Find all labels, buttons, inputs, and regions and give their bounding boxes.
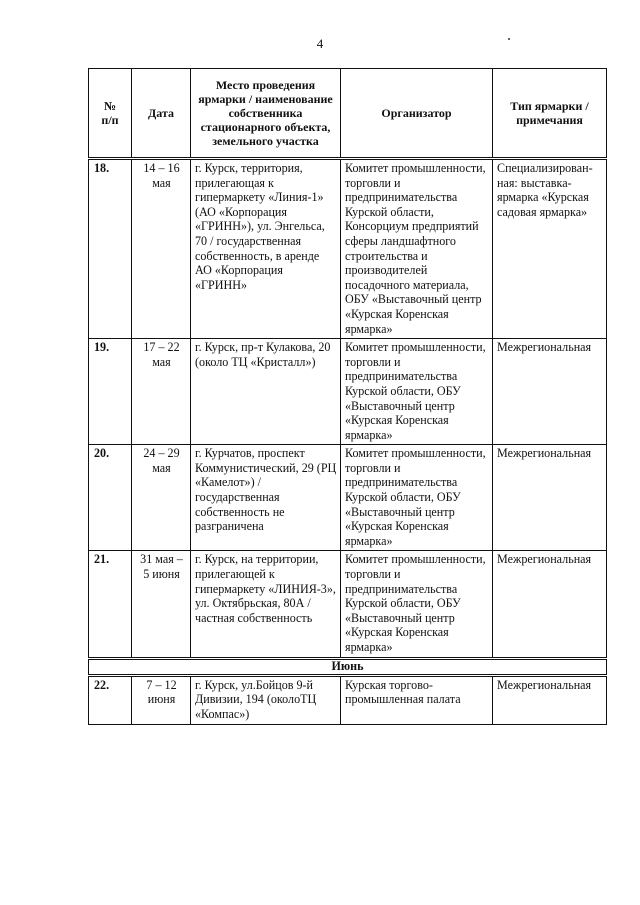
row-place: г. Курск, ул.Бойцов 9-й Дивизии, 194 (околоТЦ «Компас») (191, 675, 341, 724)
table-row (89, 551, 607, 658)
table-header-row (89, 69, 607, 159)
header-date: Дата (132, 69, 191, 159)
header-type: Тип ярмарки / примечания (493, 69, 607, 159)
row-place: г. Курск, пр-т Кулакова, 20 (около ТЦ «Кристалл») (191, 339, 341, 445)
row-date: 7 – 12 июня (132, 675, 191, 724)
row-number: 19. (89, 339, 132, 445)
page-number: 4 (316, 36, 324, 51)
row-number: 20. (89, 445, 132, 551)
row-date: 24 – 29 мая (132, 445, 191, 551)
header-organizer: Организатор (341, 69, 493, 159)
row-type: Межрегиональная (493, 675, 607, 724)
stray-dot-mark (508, 38, 510, 40)
row-organizer: Курская торгово-промышленная палата (341, 675, 493, 724)
table-row (89, 339, 607, 445)
fair-schedule-table (88, 68, 607, 725)
row-number: 18. (89, 159, 132, 339)
row-type: Межрегиональная (493, 551, 607, 658)
row-organizer: Комитет промышленности, торговли и предпринимательства Курской области, Консорциум предприятий сферы ландшафтного строительства и производителей посадочного материала, ОБУ «Выставочный центр «Курская Коренская ярмарка» (341, 159, 493, 339)
row-type: Специализирован-ная: выставка-ярмарка «Курская садовая ярмарка» (493, 159, 607, 339)
row-date: 17 – 22 мая (132, 339, 191, 445)
row-place: г. Курск, территория, прилегающая к гипермаркету «Линия-1» (АО «Корпорация «ГРИНН»), ул. Энгельса, 70 / государственная собственность, в аренде АО «Корпорация «ГРИНН» (191, 159, 341, 339)
row-number: 22. (89, 675, 132, 724)
row-place: г. Курск, на территории, прилегающей к гипермаркету «ЛИНИЯ-3», ул. Октябрьская, 80А / частная собственность (191, 551, 341, 658)
row-date: 31 мая – 5 июня (132, 551, 191, 658)
table-row (89, 159, 607, 339)
row-organizer: Комитет промышленности, торговли и предпринимательства Курской области, ОБУ «Выставочный центр «Курская Коренская ярмарка» (341, 339, 493, 445)
month-section-label: Июнь (89, 658, 607, 675)
row-date: 14 – 16 мая (132, 159, 191, 339)
header-number (89, 69, 132, 159)
row-type: Межрегиональная (493, 445, 607, 551)
row-type: Межрегиональная (493, 339, 607, 445)
month-section-row (89, 658, 607, 675)
table-row (89, 445, 607, 551)
header-number-label: № п/п (101, 99, 119, 127)
table-row (89, 675, 607, 724)
row-organizer: Комитет промышленности, торговли и предпринимательства Курской области, ОБУ «Выставочный центр «Курская Коренская ярмарка» (341, 445, 493, 551)
row-place: г. Курчатов, проспект Коммунистический, 29 (РЦ «Камелот») / государственная собственность не разграничена (191, 445, 341, 551)
header-place: Место проведения ярмарки / наименование собственника стационарного объекта, земельного участка (191, 69, 341, 159)
row-number: 21. (89, 551, 132, 658)
row-organizer: Комитет промышленности, торговли и предпринимательства Курской области, ОБУ «Выставочный центр «Курская Коренская ярмарка» (341, 551, 493, 658)
